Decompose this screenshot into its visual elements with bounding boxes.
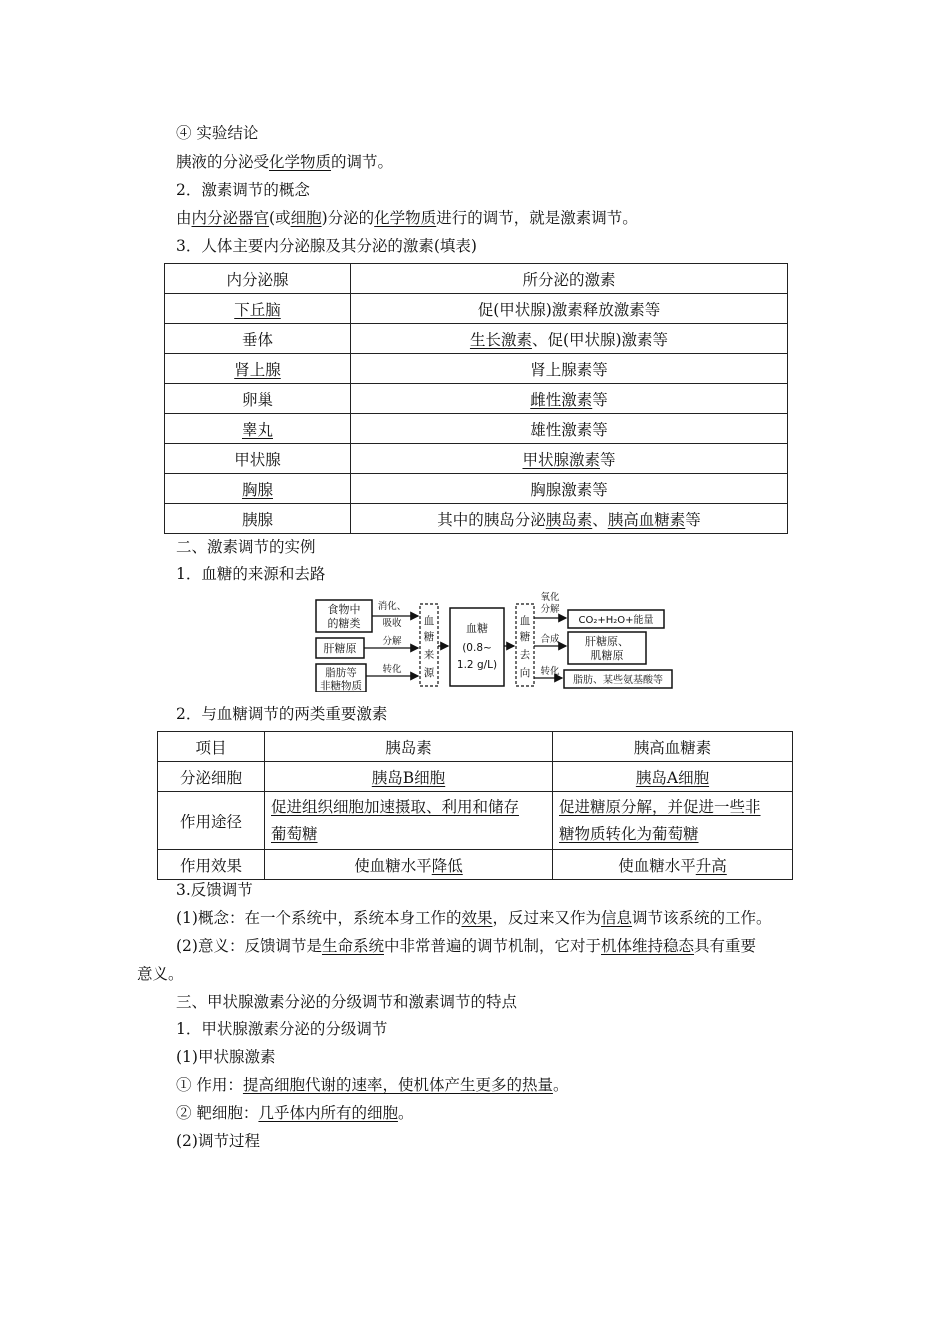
output-fat-label: 脂肪、某些氨基酸等 <box>573 675 663 686</box>
thyroid-target-cells: ② 靶细胞：几乎体内所有的细胞。 <box>176 1104 414 1122</box>
svg-text:来: 来 <box>423 649 435 661</box>
svg-text:向: 向 <box>519 667 531 679</box>
svg-text:源: 源 <box>423 667 435 679</box>
table-header: 内分泌腺 <box>165 264 351 294</box>
arrow-label-oxidize: 氧化 <box>540 592 560 603</box>
section-title-examples: 二、激素调节的实例 <box>176 538 316 556</box>
table-row: 睾丸 雄性激素等 <box>165 414 788 444</box>
table-header: 所分泌的激素 <box>351 264 788 294</box>
heading-hormone-types: 2．与血糖调节的两类重要激素 <box>176 705 388 723</box>
svg-text:非糖物质: 非糖物质 <box>320 680 362 692</box>
conclusion-heading: ④ 实验结论 <box>176 124 259 142</box>
table-row: 甲状腺 甲状腺激素等 <box>165 444 788 474</box>
subheading-thyroid-hormone: (1)甲状腺激素 <box>176 1048 276 1066</box>
arrow-label-transform: 转化 <box>540 666 560 677</box>
gland-hormone-table <box>164 263 788 534</box>
table-row: 垂体 生长激素、促(甲状腺)激素等 <box>165 324 788 354</box>
svg-text:血: 血 <box>423 615 435 627</box>
svg-text:的糖类: 的糖类 <box>327 617 361 630</box>
svg-text:分解: 分解 <box>540 604 560 615</box>
table-row: 胸腺 胸腺激素等 <box>165 474 788 504</box>
thyroid-function: ① 作用：提高细胞代谢的速率，使机体产生更多的热量。 <box>176 1076 569 1094</box>
table-row: 分泌细胞 胰岛B细胞 胰岛A细胞 <box>158 762 793 792</box>
insulin-glucagon-table <box>157 731 793 880</box>
feedback-concept: (1)概念：在一个系统中，系统本身工作的效果，反过来又作为信息调节该系统的工作。 <box>176 909 772 927</box>
table-header: 胰高血糖素 <box>553 732 793 762</box>
svg-text:去: 去 <box>519 649 531 661</box>
source-glycogen-label: 肝糖原 <box>323 642 357 655</box>
blood-sugar-label: 血糖 <box>466 622 488 635</box>
table-row: 肾上腺 肾上腺素等 <box>165 354 788 384</box>
heading-feedback: 3.反馈调节 <box>176 881 253 899</box>
table-row: 下丘脑 促(甲状腺)激素释放激素等 <box>165 294 788 324</box>
table-row: 作用效果 使血糖水平降低 使血糖水平升高 <box>158 850 793 880</box>
feedback-significance-cont: 意义。 <box>137 965 184 983</box>
svg-text:糖: 糖 <box>423 631 435 643</box>
heading-hormone-concept: 2．激素调节的概念 <box>176 181 310 199</box>
subheading-regulation-process: (2)调节过程 <box>176 1132 260 1150</box>
heading-gland-table: 3．人体主要内分泌腺及其分泌的激素(填表) <box>176 237 477 255</box>
table-header: 胰岛素 <box>265 732 553 762</box>
svg-text:血: 血 <box>519 615 531 627</box>
source-nonsugar-label: 脂肪等 <box>325 667 357 679</box>
feedback-significance: (2)意义：反馈调节是生命系统中非常普遍的调节机制，它对于机体维持稳态具有重要 <box>176 937 757 955</box>
table-row: 作用途径 促进组织细胞加速摄取、利用和储存 葡萄糖 促进糖原分解，并促进一些非 糖物质转化为葡萄糖 <box>158 792 793 850</box>
table-row: 卵巢 雌性激素等 <box>165 384 788 414</box>
svg-text:(0.8~: (0.8~ <box>462 642 492 654</box>
answer-blank: 化学物质 <box>269 153 332 171</box>
source-food-label: 食物中 <box>327 603 361 616</box>
output-energy-label: CO₂+H₂O+能量 <box>578 615 654 626</box>
blood-sugar-diagram <box>310 588 678 696</box>
svg-text:1.2 g/L): 1.2 g/L) <box>456 659 498 671</box>
arrow-label-decompose: 分解 <box>382 636 402 647</box>
table-header: 项目 <box>158 732 265 762</box>
heading-thyroid-regulation: 1．甲状腺激素分泌的分级调节 <box>176 1020 388 1038</box>
section-title-thyroid: 三、甲状腺激素分泌的分级调节和激素调节的特点 <box>176 993 518 1011</box>
arrow-label-convert: 转化 <box>382 664 402 675</box>
table-row: 胰腺 其中的胰岛分泌胰岛素、胰高血糖素等 <box>165 504 788 534</box>
definition-text: 由内分泌器官(或细胞)分泌的化学物质进行的调节，就是激素调节。 <box>176 209 638 227</box>
svg-text:肌糖原: 肌糖原 <box>590 649 624 662</box>
output-glycogen-label: 肝糖原、 <box>585 635 629 648</box>
heading-blood-sugar-flow: 1．血糖的来源和去路 <box>176 565 326 583</box>
arrow-label-synthesize: 合成 <box>540 634 560 645</box>
conclusion-text: 胰液的分泌受化学物质的调节。 <box>176 153 394 171</box>
arrow-label-digest: 消化、 <box>377 601 407 612</box>
svg-text:糖: 糖 <box>519 631 531 643</box>
svg-text:吸收: 吸收 <box>382 618 402 629</box>
